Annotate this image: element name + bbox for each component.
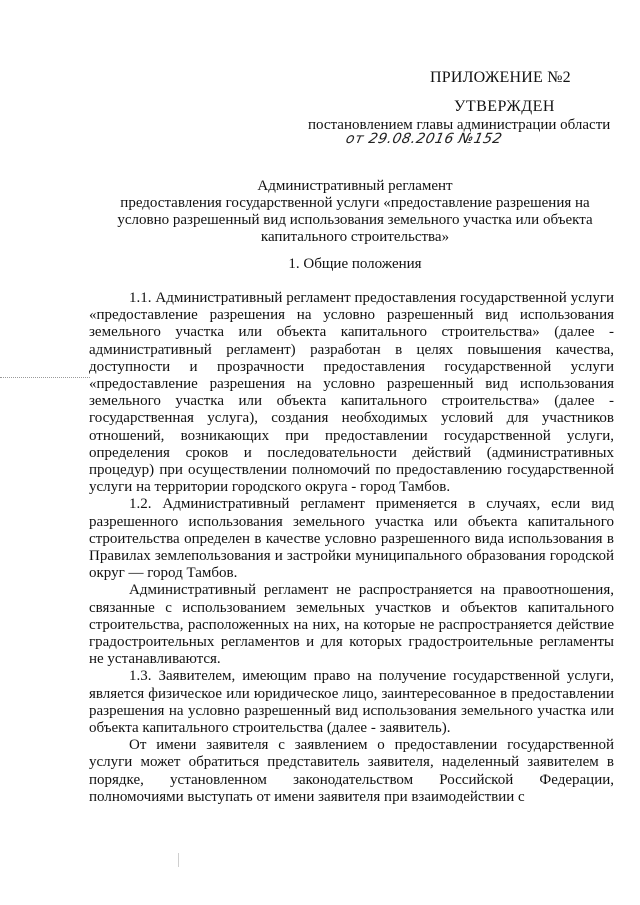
- paragraph-1-2: 1.2. Административный регламент применяется в случаях, если вид разрешенного использования земельного участка или объекта капитального строительства определен в качестве условно разрешенного вида использования в Правилах землепользования и застройки муниципального образования городской округ — город Тамбов.: [89, 496, 614, 582]
- paragraph-representative: От имени заявителя с заявлением о предоставлении государственной услуги может обратиться представитель заявителя, наделенный заявителем в порядке, установленном законодательством Российской Федерации, полномочиями выступать от имени заявителя при взаимодействии с: [89, 737, 614, 805]
- approved-label: УТВЕРЖДЕН: [454, 98, 555, 115]
- title-line-4: капитального строительства»: [260, 229, 450, 245]
- paragraph-1-3: 1.3. Заявителем, имеющим право на получение государственной услуги, является физическое или юридическое лицо, заинтересованное в предоставлении разрешения на условно разрешенный вид использования земельного участка или объекта капитального строительства (далее - заявитель).: [89, 668, 614, 737]
- scan-artifact-tick: [178, 853, 179, 867]
- document-title: [90, 178, 620, 246]
- handwritten-date-number: от 29.08.2016 №152: [344, 131, 504, 147]
- title-line-1: Административный регламент: [257, 178, 453, 194]
- appendix-label: ПРИЛОЖЕНИЕ №2: [430, 69, 571, 86]
- title-line-2: предоставления государственной услуги «предоставление разрешения на: [120, 195, 590, 211]
- decree-line: постановлением главы администрации области: [308, 117, 611, 133]
- section-heading: 1. Общие положения: [288, 256, 422, 272]
- title-line-3: условно разрешенный вид использования земельного участка или объекта: [117, 212, 593, 228]
- scan-dotted-mark: [0, 377, 90, 378]
- paragraph-scope: Административный регламент не распространяется на правоотношения, связанные с использованием земельных участков и объектов капитального строительства, расположенных на них, на которые не распространяется действие градостроительных регламентов и для которых градостроительные регламенты не устанавливаются.: [89, 582, 614, 668]
- paragraph-1-1: 1.1. Административный регламент предоставления государственной услуги «предоставление разрешения на условно разрешенный вид использования земельного участка или объекта капитального строительства» (далее - административный регламент) разработан в целях повышения качества, доступности и прозрачности предоставления государственной услуги «предоставление разрешения на условно разрешенный вид использования земельного участка или объекта капитального строительства» (далее - государственная услуга), создания необходимых условий для участников отношений, возникающих при предоставлении государственной услуги, определения сроков и последовательности действий (административных процедур) при осуществлении полномочий по предоставлению государственной услуги на территории городского округа - город Тамбов.: [89, 290, 614, 496]
- document-body: [89, 290, 614, 806]
